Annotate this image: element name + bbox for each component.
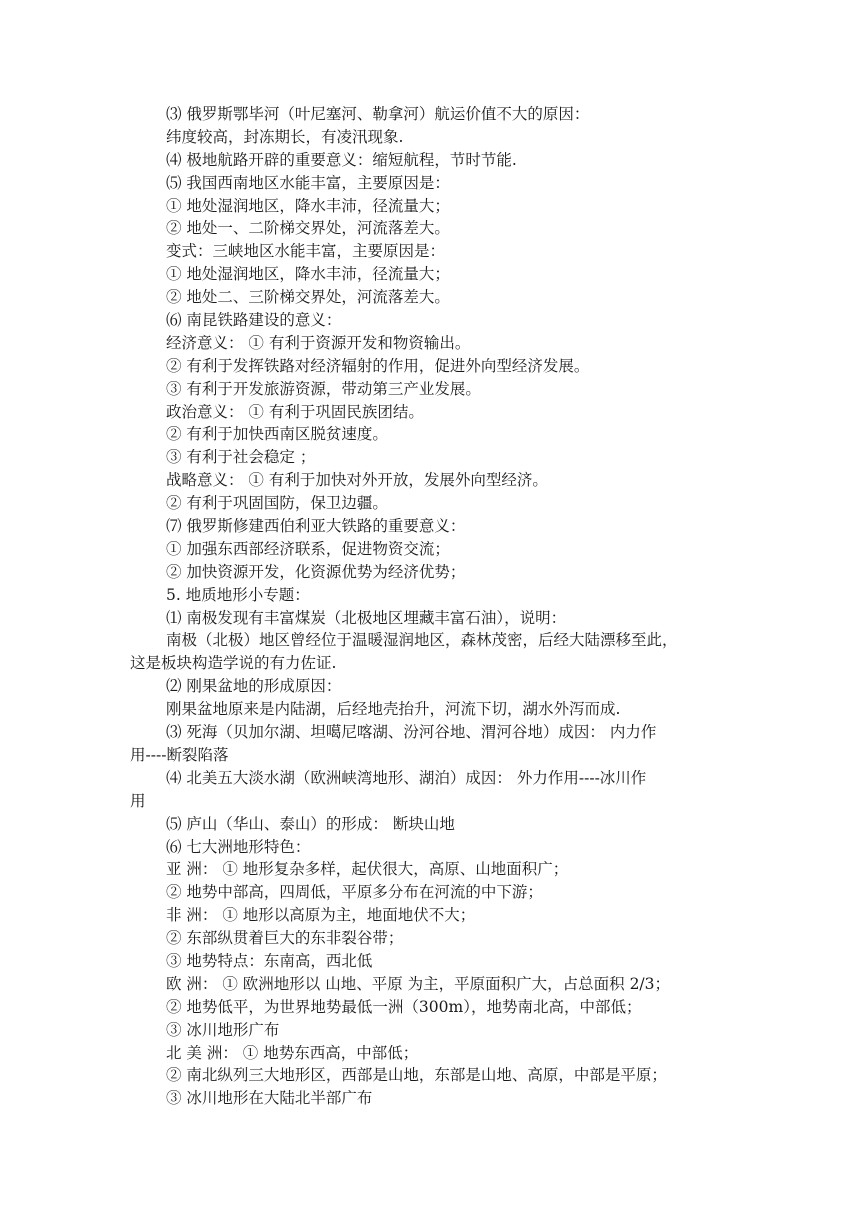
text-line: 欧 洲： ① 欧洲地形以 山地、平原 为主，平原面积广大，占总面积 2/3； <box>166 974 671 993</box>
text-line: 非 洲： ① 地形以高原为主，地面地伏不大； <box>166 906 476 925</box>
text-line: 政治意义： ① 有利于巩固民族团结。 <box>166 402 424 421</box>
text-line: 亚 洲： ① 地形复杂多样，起伏很大，高原、山地面积广； <box>166 860 569 879</box>
text-line: ③ 冰川地形在大陆北半部广布 <box>166 1089 373 1108</box>
text-line: ③ 地势特点：东南高，西北低 <box>166 951 373 970</box>
text-line: ⑷ 北美五大淡水湖（欧洲峡湾地形、湖泊）成因： 外力作用----冰川作 <box>166 768 647 787</box>
text-line: ⑸ 庐山（华山、泰山）的形成： 断块山地 <box>166 814 455 833</box>
text-line: 5. 地质地形小专题： <box>166 585 310 604</box>
text-line: ② 东部纵贯着巨大的东非裂谷带； <box>166 929 404 948</box>
text-line: ③ 冰川地形广布 <box>166 1020 280 1039</box>
text-line: ⑹ 七大洲地形特色： <box>166 837 311 856</box>
text-line: ② 地势中部高，四周低，平原多分布在河流的中下游； <box>166 883 543 902</box>
text-line: ② 有利于加快西南区脱贫速度。 <box>166 425 388 444</box>
text-line: ③ 有利于开发旅游资源，带动第三产业发展。 <box>166 379 481 398</box>
text-line: ② 有利于发挥铁路对经济辐射的作用，促进外向型经济发展。 <box>166 356 590 375</box>
text-line: 用----断裂陷落 <box>130 745 229 764</box>
text-line: ⑹ 南昆铁路建设的意义： <box>166 311 342 330</box>
text-line: 纬度较高，封冻期长，有凌汛现象. <box>166 127 404 146</box>
text-line: ⑵ 刚果盆地的形成原因： <box>166 677 342 696</box>
text-line: ① 地处湿润地区，降水丰沛，径流量大； <box>166 196 450 215</box>
text-line: ⑶ 俄罗斯鄂毕河（叶尼塞河、勒拿河）航运价值不大的原因： <box>166 105 590 123</box>
text-line: 这是板块构造学说的有力佐证. <box>130 654 337 673</box>
text-line: ③ 有利于社会稳定 ； <box>166 448 316 467</box>
text-line: ⑴ 南极发现有丰富煤炭（北极地区埋藏丰富石油），说明： <box>166 608 567 627</box>
text-line: 经济意义： ① 有利于资源开发和物资输出。 <box>166 333 471 352</box>
text-line: 刚果盆地原来是内陆湖，后经地壳抬升，河流下切，湖水外泻而成. <box>166 700 621 719</box>
text-line: ② 地势低平，为世界地势最低一洲（300m），地势南北高，中部低； <box>166 997 642 1016</box>
text-line: 用 <box>130 791 146 810</box>
text-line: ② 南北纵列三大地形区，西部是山地，东部是山地、高原，中部是平原； <box>166 1066 667 1085</box>
text-line: ⑷ 极地航路开辟的重要意义：缩短航程，节时节能. <box>166 150 517 169</box>
text-line: ② 加快资源开发，化资源优势为经济优势； <box>166 562 466 581</box>
text-line: ② 地处二、三阶梯交界处，河流落差大。 <box>166 288 450 307</box>
text-line: ① 地处湿润地区，降水丰沛，径流量大； <box>166 265 450 284</box>
text-line: ① 加强东西部经济联系，促进物资交流； <box>166 539 450 558</box>
text-line: ② 地处一、二阶梯交界处，河流落差大。 <box>166 219 450 238</box>
text-line: 北 美 洲： ① 地势东西高，中部低； <box>166 1043 419 1062</box>
text-line: ⑶ 死海（贝加尔湖、坦噶尼喀湖、汾河谷地、渭河谷地）成因： 内力作 <box>166 723 657 742</box>
text-line: 战略意义： ① 有利于加快对外开放，发展外向型经济。 <box>166 471 548 490</box>
text-line: 变式：三峡地区水能丰富，主要原因是： <box>166 242 446 261</box>
text-line: ⑺ 俄罗斯修建西伯利亚大铁路的重要意义： <box>166 517 466 536</box>
document-body <box>130 103 742 1110</box>
text-line: ⑸ 我国西南地区水能丰富，主要原因是： <box>166 173 450 192</box>
text-line: 南极（北极）地区曾经位于温暖湿润地区，森林茂密，后经大陆漂移至此， <box>166 631 678 650</box>
text-line: ② 有利于巩固国防，保卫边疆。 <box>166 494 388 513</box>
